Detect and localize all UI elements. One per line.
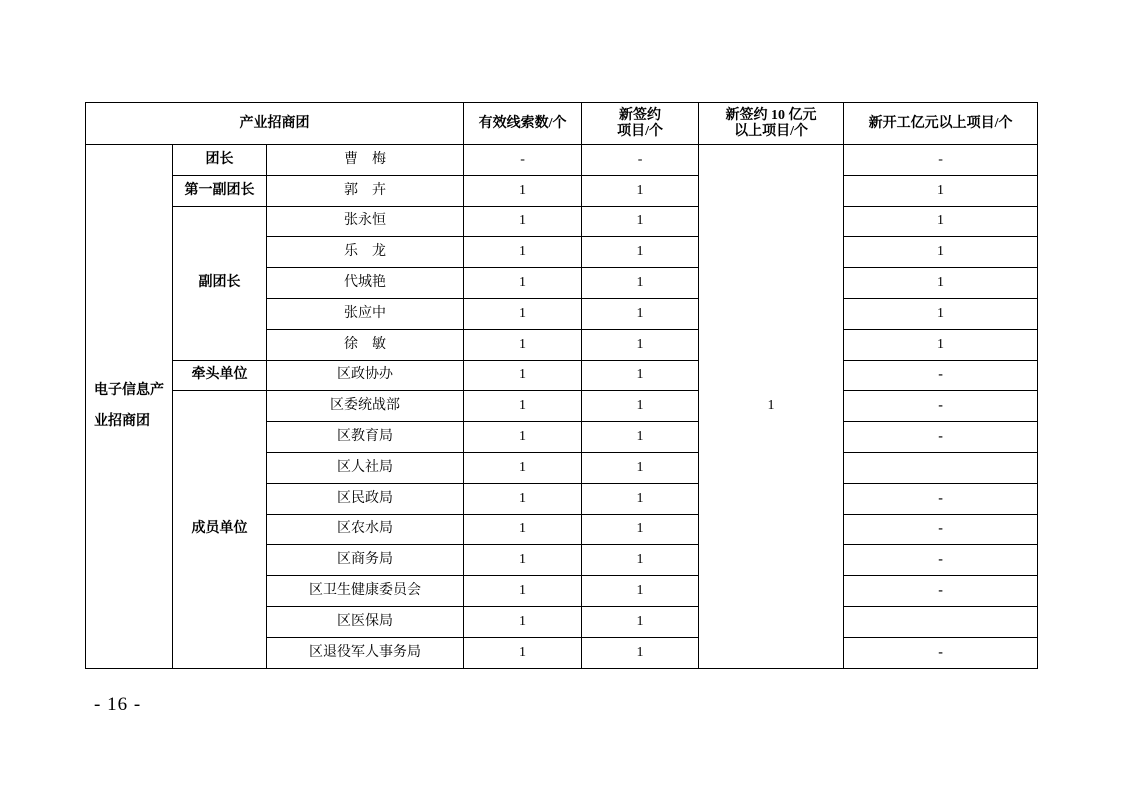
header-new-signed-10b-line2: 以上项目/个 [734,123,808,139]
member-name-cell: 张永恒 [267,206,464,237]
investment-team-table [85,102,1038,669]
new-signed-cell: 1 [582,237,699,268]
table-row [86,391,1038,422]
new-started-cell [844,452,1038,483]
valid-leads-cell: 1 [464,175,582,206]
member-name-cell: 区医保局 [267,606,464,637]
new-signed-10b-total-cell: 1 [699,145,844,669]
member-name-cell: 郭 卉 [267,175,464,206]
role-leader-cell: 团长 [173,145,267,176]
member-name-cell: 区人社局 [267,452,464,483]
member-name-cell: 区商务局 [267,545,464,576]
member-name-cell: 区教育局 [267,422,464,453]
new-signed-cell: 1 [582,637,699,668]
table-row [86,360,1038,391]
member-name-cell: 区农水局 [267,514,464,545]
new-started-cell: - [844,576,1038,607]
new-started-cell: - [844,145,1038,176]
valid-leads-cell: 1 [464,545,582,576]
new-started-cell: 1 [844,206,1038,237]
new-signed-cell: 1 [582,206,699,237]
header-valid-leads: 有效线索数/个 [464,103,582,145]
role-member-units-cell: 成员单位 [173,391,267,668]
valid-leads-cell: 1 [464,329,582,360]
valid-leads-cell: 1 [464,237,582,268]
new-started-cell: - [844,637,1038,668]
member-name-cell: 区卫生健康委员会 [267,576,464,607]
valid-leads-cell: 1 [464,483,582,514]
member-name-cell: 徐 敏 [267,329,464,360]
new-started-cell: - [844,391,1038,422]
valid-leads-cell: 1 [464,268,582,299]
new-signed-cell: 1 [582,268,699,299]
valid-leads-cell: 1 [464,422,582,453]
member-name-cell: 乐 龙 [267,237,464,268]
group-name-cell [86,145,173,669]
table-header-row [86,103,1038,145]
new-started-cell: - [844,422,1038,453]
role-lead-unit-cell: 牵头单位 [173,360,267,391]
valid-leads-cell: 1 [464,576,582,607]
new-signed-cell: 1 [582,329,699,360]
new-started-cell: 1 [844,175,1038,206]
member-name-cell: 曹 梅 [267,145,464,176]
new-started-cell: 1 [844,237,1038,268]
header-investment-team: 产业招商团 [86,103,464,145]
table-row [86,175,1038,206]
role-deputy-cell: 副团长 [173,206,267,360]
new-signed-cell: 1 [582,545,699,576]
header-new-signed-10b-line1: 新签约 10 亿元 [725,107,817,123]
new-started-cell: - [844,483,1038,514]
new-signed-cell: 1 [582,422,699,453]
header-new-signed-line2: 项目/个 [617,123,663,139]
new-signed-cell: 1 [582,483,699,514]
new-started-cell: - [844,514,1038,545]
new-signed-cell: - [582,145,699,176]
valid-leads-cell: - [464,145,582,176]
header-new-signed-line1: 新签约 [619,107,662,123]
new-started-cell: 1 [844,329,1038,360]
valid-leads-cell: 1 [464,360,582,391]
page-number: - 16 - [94,694,142,715]
member-name-cell: 区民政局 [267,483,464,514]
new-signed-cell: 1 [582,514,699,545]
new-signed-cell: 1 [582,452,699,483]
new-started-cell [844,606,1038,637]
member-name-cell: 区退役军人事务局 [267,637,464,668]
new-signed-cell: 1 [582,298,699,329]
new-signed-cell: 1 [582,391,699,422]
new-signed-cell: 1 [582,175,699,206]
group-name: 电子信息产业招商团 [94,383,164,430]
valid-leads-cell: 1 [464,637,582,668]
header-new-signed [582,103,699,145]
valid-leads-cell: 1 [464,452,582,483]
new-started-cell: - [844,360,1038,391]
valid-leads-cell: 1 [464,206,582,237]
valid-leads-cell: 1 [464,606,582,637]
header-new-started: 新开工亿元以上项目/个 [844,103,1038,145]
new-started-cell: - [844,545,1038,576]
member-name-cell: 张应中 [267,298,464,329]
new-signed-cell: 1 [582,576,699,607]
role-first-deputy-cell: 第一副团长 [173,175,267,206]
member-name-cell: 区委统战部 [267,391,464,422]
valid-leads-cell: 1 [464,391,582,422]
new-started-cell: 1 [844,298,1038,329]
member-name-cell: 区政协办 [267,360,464,391]
table-row [86,206,1038,237]
new-signed-cell: 1 [582,606,699,637]
valid-leads-cell: 1 [464,514,582,545]
table-row [86,145,1038,176]
valid-leads-cell: 1 [464,298,582,329]
new-started-cell: 1 [844,268,1038,299]
member-name-cell: 代城艳 [267,268,464,299]
header-new-signed-10b [699,103,844,145]
new-signed-cell: 1 [582,360,699,391]
